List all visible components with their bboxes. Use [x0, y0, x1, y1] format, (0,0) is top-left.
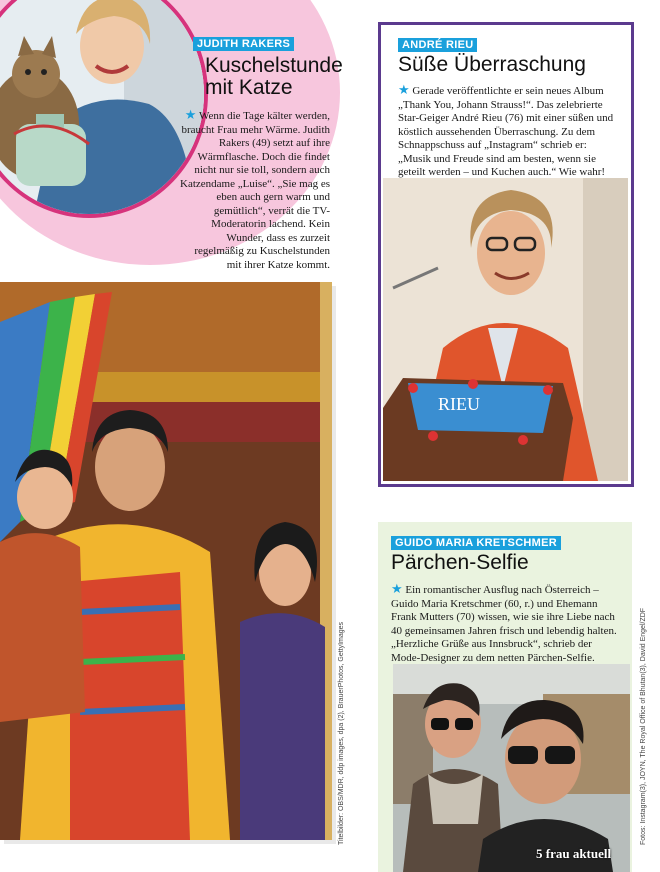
kretschmer-photo-illustration	[393, 664, 630, 872]
rakers-text-body: Wenn die Tage kälter werden, braucht Frau mehr Wärme. Judith Rakers (49) setzt auf ihre Wärmflasche. Doch die findet nicht nur sie toll, sondern auch Katzendame „Luise“. „Sie mag es eben auch gern warm und gemütlich“, verrät die TV-Moderatorin lachend. Kein Wunder, dass es zurzeit regelmäßig zu Kuschelstunden mit ihrer Katze kommt.	[180, 110, 330, 271]
rakers-text	[180, 108, 330, 272]
kretschmer-label: GUIDO MARIA KRETSCHMER	[391, 536, 561, 550]
royal-family-photo-illustration	[0, 282, 332, 840]
kretschmer-text	[391, 582, 623, 665]
rakers-title: Kuschelstunde mit Katze	[205, 54, 343, 99]
rakers-label: JUDITH RAKERS	[193, 37, 294, 51]
kretschmer-photo	[393, 664, 630, 872]
star-icon: ★	[391, 581, 403, 596]
rieu-photo	[383, 178, 628, 481]
rieu-text-body: Gerade veröffentlichte er sein neues Album „Thank You, Johann Strauss!“. Das zelebrierte Star-Geiger André Rieu (76) mit einer süßen und köstlich aussehenden Überraschung. Zu dem Schnappschuss auf „Instagram“ schrieb er: „Musik und Freude sind am besten, wenn sie geteilt werden – und Kuchen auch.“ Wie wahr!	[398, 85, 614, 178]
cake-text: RIEU	[438, 394, 480, 414]
page-number: 5	[536, 846, 543, 861]
star-icon: ★	[184, 107, 197, 122]
royal-family-photo	[0, 282, 332, 840]
credit-right: Fotos: Instagram(3), JOYN, The Royal Office of Bhutan(3), David Engel/ZDF	[640, 607, 647, 845]
kretschmer-text-body: Ein romantischer Ausflug nach Österreich – Guido Maria Kretschmer (60, r.) und Ehemann Frank Mutters (70) wissen, wie sie ihre Liebe nach 40 gemeinsamen Jahren frisch und lebendig halten. „Herzliche Grüße aus Innsbruck“, schrieb der Mode-Designer zu dem netten Pärchen-Selfie.	[391, 584, 617, 664]
kretschmer-title: Pärchen-Selfie	[391, 551, 529, 574]
rieu-photo-illustration	[383, 178, 628, 481]
magazine-name: frau aktuell	[545, 846, 612, 861]
star-icon: ★	[398, 82, 410, 97]
credit-left: Titelbilder: OBS/MDR, ddp images, dpa (2), BrauerPhotos, GettyImages	[338, 621, 345, 845]
page-footer	[536, 846, 611, 862]
rieu-text	[398, 83, 620, 180]
rieu-title: Süße Überraschung	[398, 53, 586, 76]
rieu-label: ANDRÉ RIEU	[398, 38, 477, 52]
